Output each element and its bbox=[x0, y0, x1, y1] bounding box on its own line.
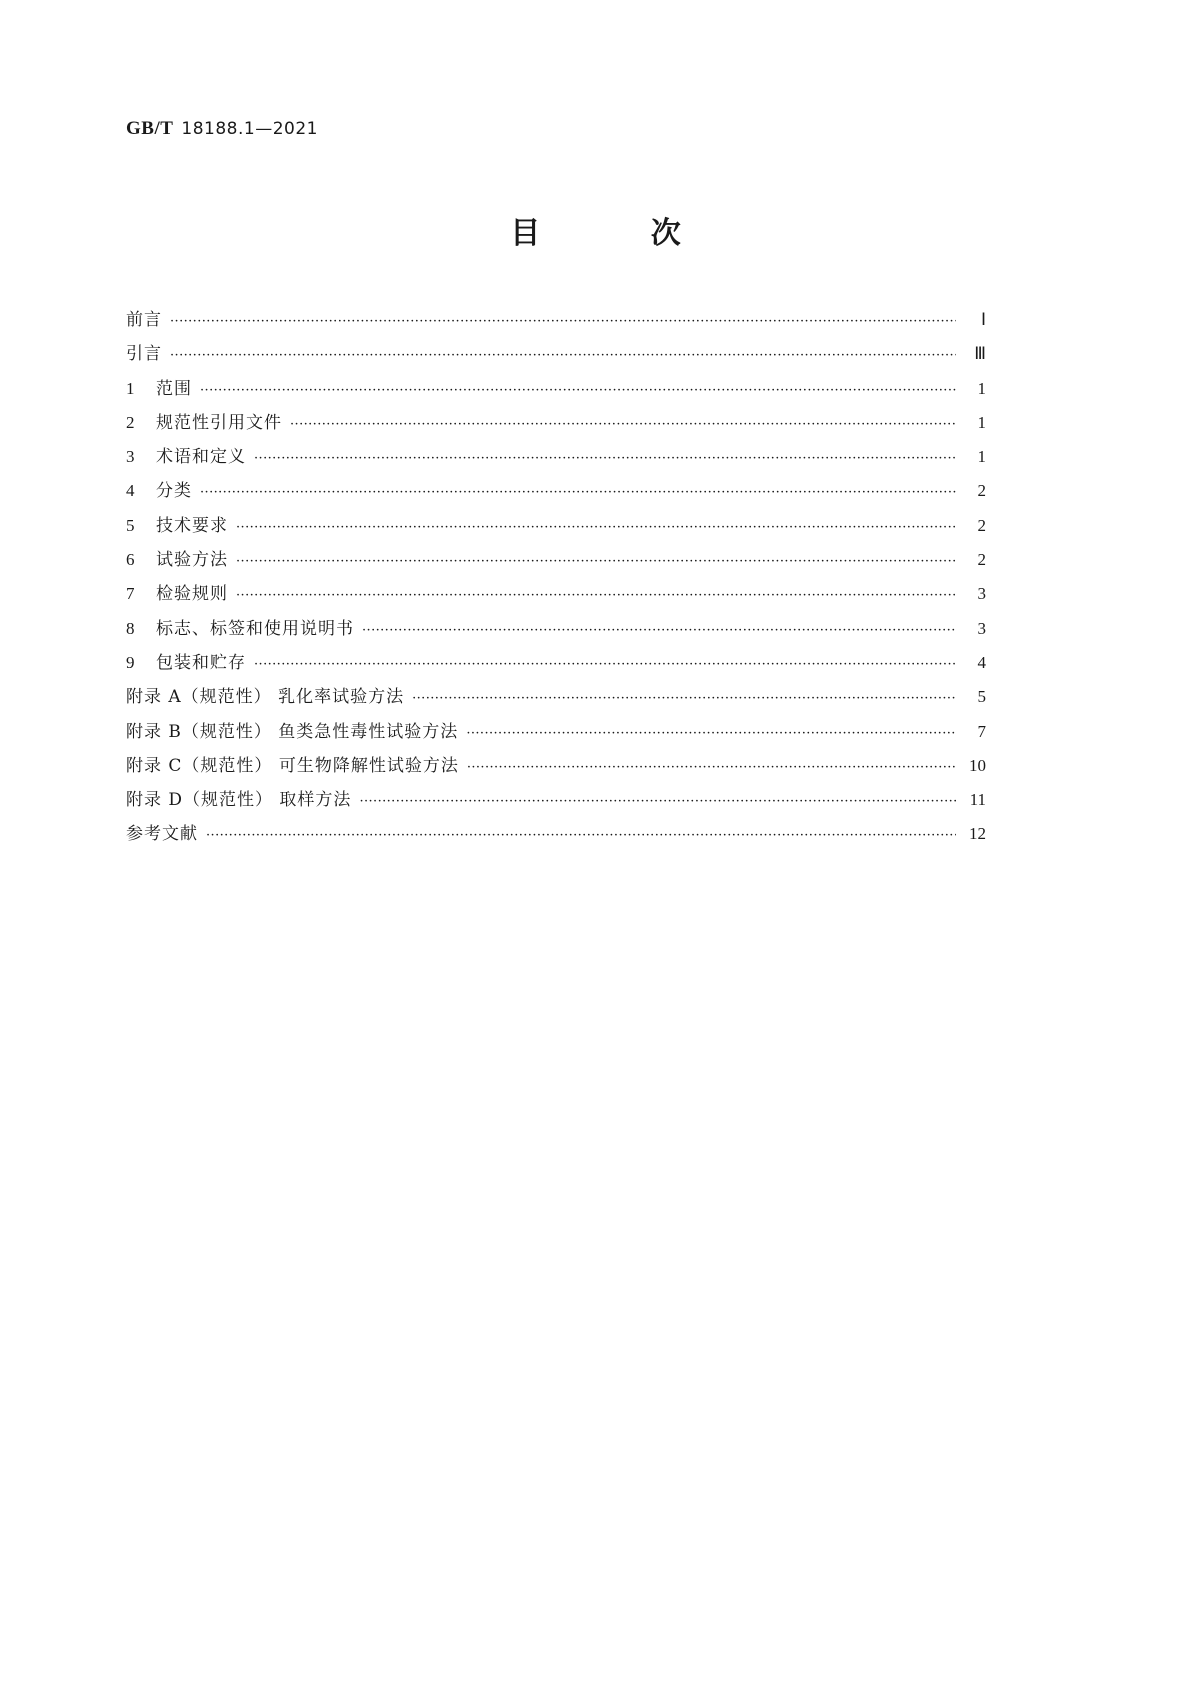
toc-entry-page: Ⅲ bbox=[974, 344, 986, 364]
toc-entry-preface[interactable] bbox=[126, 303, 986, 337]
document-code bbox=[126, 118, 318, 140]
toc-entry-9[interactable] bbox=[126, 646, 986, 680]
toc-entry-page: 2 bbox=[977, 481, 986, 501]
toc-dot-leader bbox=[362, 614, 956, 648]
toc-entry-6[interactable] bbox=[126, 543, 986, 577]
toc-entry-page: 1 bbox=[977, 447, 986, 467]
toc-dot-leader bbox=[200, 374, 956, 408]
toc-entry-label: 术语和定义 bbox=[156, 447, 246, 468]
toc-dot-leader bbox=[254, 442, 956, 476]
toc-entry-label: 附录 D（规范性） 取样方法 bbox=[126, 790, 352, 811]
toc-entry-appendix-b[interactable] bbox=[126, 715, 986, 749]
toc-entry-label: 前言 bbox=[126, 310, 162, 330]
toc-dot-leader bbox=[290, 408, 956, 442]
toc-entry-label: 试验方法 bbox=[156, 550, 228, 571]
toc-entry-3[interactable] bbox=[126, 440, 986, 474]
toc-entry-references[interactable] bbox=[126, 817, 986, 851]
toc-entry-appendix-c[interactable] bbox=[126, 749, 986, 783]
toc-entry-page: 2 bbox=[977, 515, 986, 535]
toc-entry-label: 附录 B（规范性） 鱼类急性毒性试验方法 bbox=[126, 721, 459, 742]
toc-entry-2[interactable] bbox=[126, 406, 986, 440]
toc-dot-leader bbox=[206, 819, 956, 853]
toc-entry-label: 检验规则 bbox=[156, 584, 228, 605]
toc-dot-leader bbox=[170, 339, 956, 373]
document-code-prefix: GB/T bbox=[126, 118, 174, 139]
toc-dot-leader bbox=[236, 545, 956, 579]
toc-entry-number: 3 bbox=[126, 447, 135, 467]
toc-entry-8[interactable] bbox=[126, 612, 986, 646]
table-of-contents bbox=[126, 303, 986, 852]
toc-entry-page: 5 bbox=[977, 687, 986, 707]
toc-entry-page: 2 bbox=[977, 550, 986, 570]
toc-entry-appendix-a[interactable] bbox=[126, 680, 986, 714]
toc-dot-leader bbox=[412, 682, 956, 716]
toc-entry-7[interactable] bbox=[126, 577, 986, 611]
toc-entry-label: 参考文献 bbox=[126, 824, 198, 845]
toc-entry-number: 4 bbox=[126, 481, 135, 501]
toc-entry-label: 附录 C（规范性） 可生物降解性试验方法 bbox=[126, 755, 459, 776]
toc-entry-number: 1 bbox=[126, 378, 135, 398]
toc-entry-number: 7 bbox=[126, 584, 135, 604]
toc-entry-label: 附录 A（规范性） 乳化率试验方法 bbox=[126, 687, 405, 708]
toc-entry-label: 包装和贮存 bbox=[156, 652, 246, 673]
toc-entry-appendix-d[interactable] bbox=[126, 783, 986, 817]
toc-entry-label: 分类 bbox=[156, 481, 192, 502]
toc-dot-leader bbox=[170, 305, 956, 339]
toc-dot-leader bbox=[236, 579, 956, 613]
toc-entry-5[interactable] bbox=[126, 509, 986, 543]
toc-dot-leader bbox=[200, 476, 956, 510]
toc-entry-page: 7 bbox=[977, 721, 986, 741]
toc-entry-label: 引言 bbox=[126, 344, 162, 365]
toc-entry-4[interactable] bbox=[126, 474, 986, 508]
toc-entry-page: 1 bbox=[977, 378, 986, 398]
toc-entry-page: 1 bbox=[977, 412, 986, 432]
toc-entry-number: 8 bbox=[126, 618, 135, 638]
toc-entry-page: 3 bbox=[977, 618, 986, 638]
toc-entry-page: 11 bbox=[969, 790, 986, 810]
toc-dot-leader bbox=[466, 717, 956, 751]
toc-entry-number: 6 bbox=[126, 550, 135, 570]
toc-entry-number: 2 bbox=[126, 412, 135, 432]
toc-entry-page: 3 bbox=[977, 584, 986, 604]
toc-entry-label: 标志、标签和使用说明书 bbox=[156, 618, 354, 639]
toc-dot-leader bbox=[254, 648, 956, 682]
toc-entry-1[interactable] bbox=[126, 372, 986, 406]
toc-dot-leader bbox=[359, 785, 956, 819]
toc-entry-introduction[interactable] bbox=[126, 337, 986, 371]
document-code-number: 18188.1—2021 bbox=[181, 119, 318, 139]
toc-entry-page: 12 bbox=[969, 824, 986, 844]
toc-dot-leader bbox=[236, 511, 956, 545]
toc-entry-page: 10 bbox=[969, 755, 986, 775]
toc-entry-number: 5 bbox=[126, 515, 135, 535]
toc-dot-leader bbox=[467, 751, 956, 785]
toc-entry-page: Ⅰ bbox=[980, 310, 986, 329]
toc-entry-label: 技术要求 bbox=[156, 515, 228, 536]
toc-title: 目 次 bbox=[510, 216, 731, 251]
toc-entry-label: 范围 bbox=[156, 378, 192, 399]
toc-entry-number: 9 bbox=[126, 652, 135, 672]
toc-entry-page: 4 bbox=[977, 652, 986, 672]
toc-entry-label: 规范性引用文件 bbox=[156, 412, 282, 433]
